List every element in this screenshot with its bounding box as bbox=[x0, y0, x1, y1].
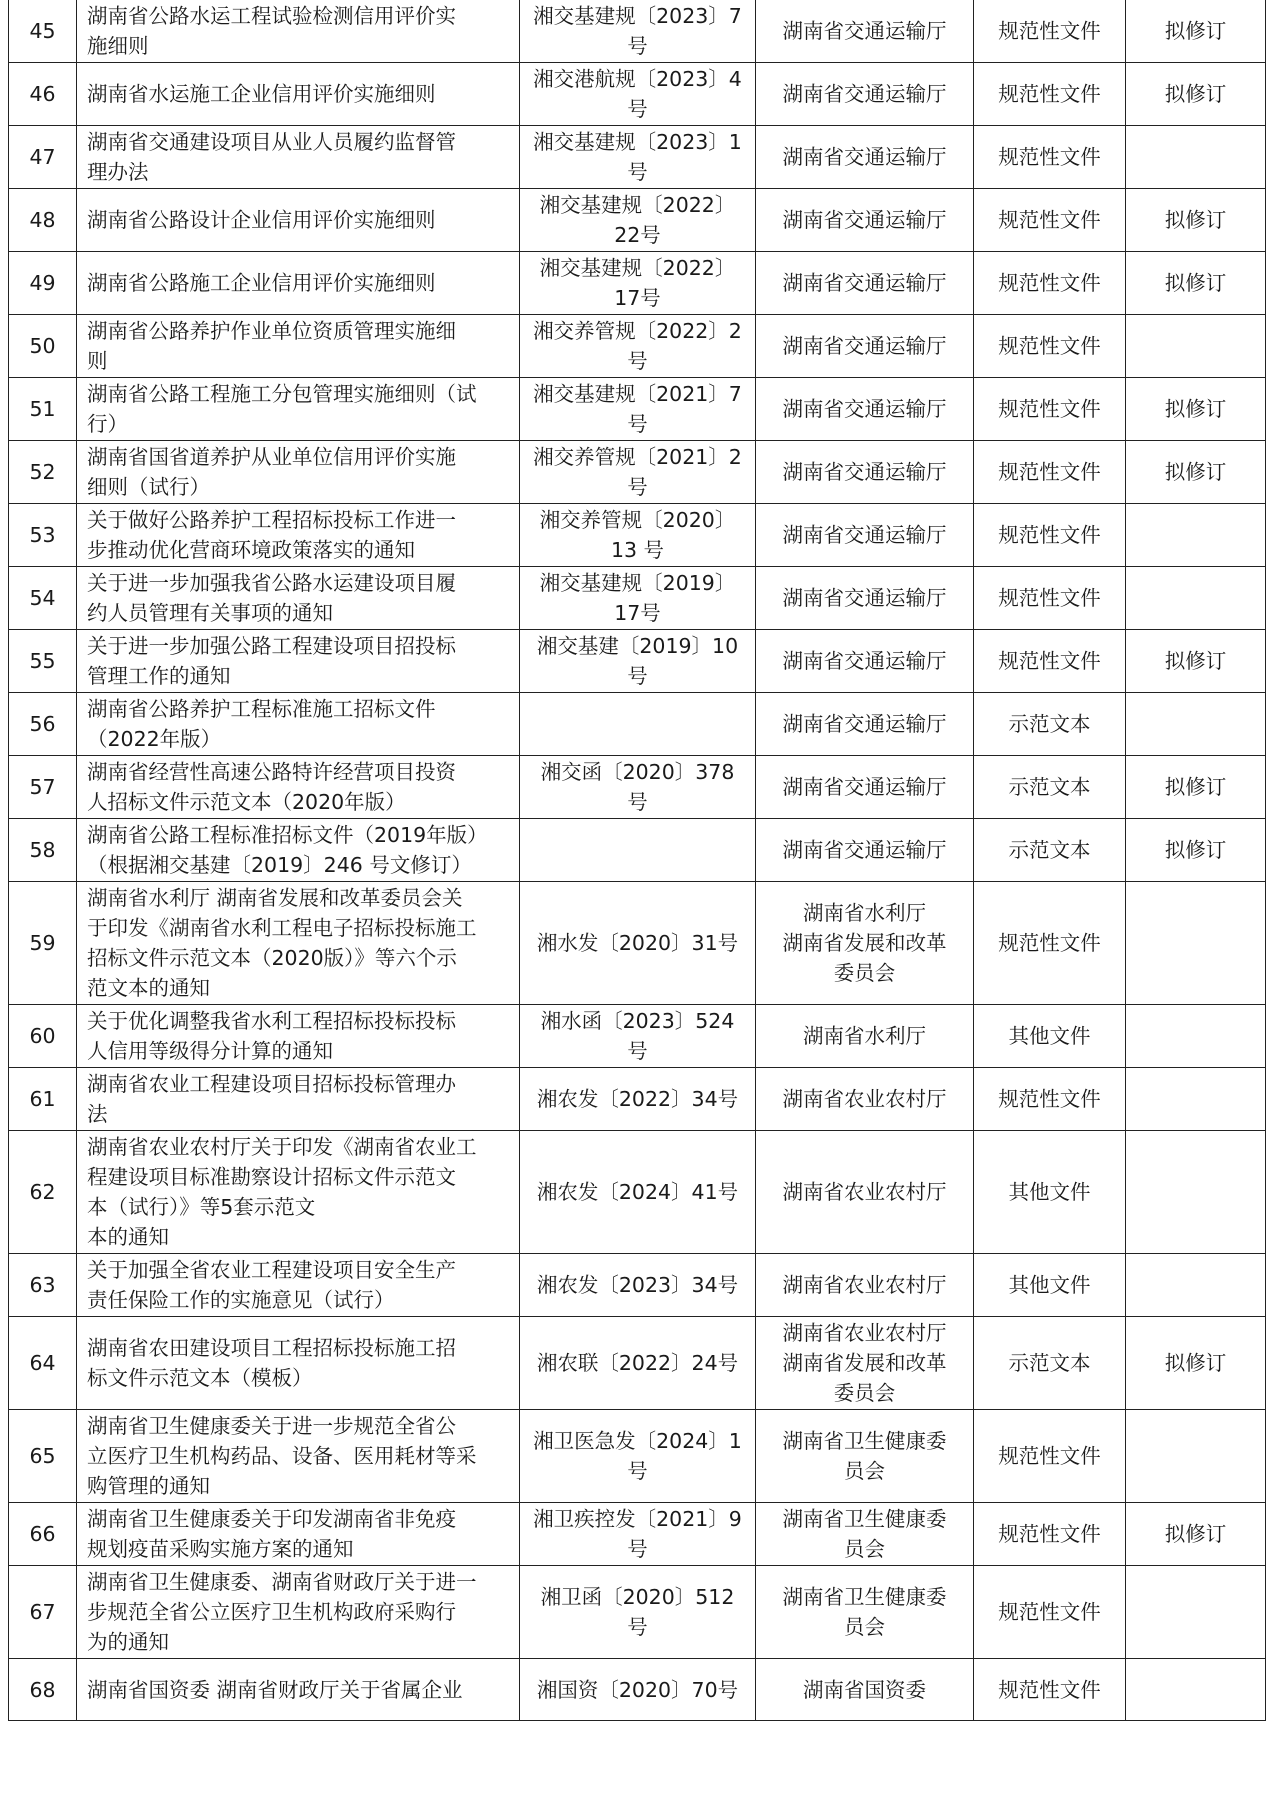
document-number: 湘农发〔2023〕34号 bbox=[536, 1273, 739, 1297]
row-number-cell bbox=[9, 1254, 77, 1317]
revision-status-cell bbox=[1126, 819, 1266, 882]
issuing-organization: 湖南省农业农村厅 bbox=[782, 1087, 947, 1111]
document-number-cell bbox=[520, 315, 756, 378]
document-title-cell bbox=[77, 882, 520, 1005]
table-row bbox=[9, 567, 1266, 630]
row-number: 54 bbox=[29, 586, 56, 610]
issuing-organization-cell bbox=[756, 1131, 974, 1254]
revision-status: 拟修订 bbox=[1164, 397, 1227, 421]
row-number: 50 bbox=[29, 334, 56, 358]
issuing-organization-cell bbox=[756, 1566, 974, 1659]
document-number: 湘交养管规〔2021〕2 号 bbox=[533, 445, 742, 499]
document-number-cell bbox=[520, 630, 756, 693]
document-type-cell bbox=[974, 1005, 1126, 1068]
table-row bbox=[9, 630, 1266, 693]
document-number: 湘水函〔2023〕524 号 bbox=[540, 1009, 735, 1063]
document-number-cell bbox=[520, 1068, 756, 1131]
document-number-cell bbox=[520, 1131, 756, 1254]
document-number: 湘国资〔2020〕70号 bbox=[536, 1677, 739, 1702]
table-row bbox=[9, 1254, 1266, 1317]
document-number: 湘卫医急发〔2024〕1 号 bbox=[533, 1429, 742, 1483]
document-title: 湖南省国省道养护从业单位信用评价实施 细则（试行） bbox=[87, 445, 456, 499]
row-number: 53 bbox=[29, 523, 56, 547]
row-number-cell bbox=[9, 693, 77, 756]
issuing-organization: 湖南省卫生健康委 员会 bbox=[782, 1507, 947, 1561]
row-number-cell bbox=[9, 756, 77, 819]
document-title-cell bbox=[77, 756, 520, 819]
document-type: 规范性文件 bbox=[998, 1444, 1101, 1468]
issuing-organization-cell bbox=[756, 567, 974, 630]
document-type-cell bbox=[974, 1068, 1126, 1131]
row-number: 51 bbox=[29, 397, 56, 421]
document-number-cell bbox=[520, 693, 756, 756]
issuing-organization: 湖南省交通运输厅 bbox=[782, 460, 947, 484]
document-type-cell bbox=[974, 126, 1126, 189]
table-row bbox=[9, 0, 1266, 63]
issuing-organization-cell bbox=[756, 1659, 974, 1721]
document-type-cell bbox=[974, 1254, 1126, 1317]
row-number: 48 bbox=[29, 208, 56, 232]
revision-status-cell bbox=[1126, 1659, 1266, 1721]
row-number-cell bbox=[9, 1410, 77, 1503]
document-number-cell bbox=[520, 504, 756, 567]
issuing-organization-cell bbox=[756, 1068, 974, 1131]
revision-status: 拟修订 bbox=[1164, 208, 1227, 232]
document-number-cell bbox=[520, 756, 756, 819]
issuing-organization: 湖南省卫生健康委 员会 bbox=[782, 1585, 947, 1639]
document-title-cell bbox=[77, 819, 520, 882]
document-type-cell bbox=[974, 1410, 1126, 1503]
table-row bbox=[9, 441, 1266, 504]
row-number-cell bbox=[9, 1005, 77, 1068]
document-number: 湘农发〔2022〕34号 bbox=[536, 1087, 739, 1111]
row-number-cell bbox=[9, 819, 77, 882]
document-title: 湖南省农业农村厅关于印发《湖南省农业工 程建设项目标准勘察设计招标文件示范文 本（试行）》等5套示范文 本的通知 bbox=[87, 1135, 477, 1249]
issuing-organization: 湖南省交通运输厅 bbox=[782, 208, 947, 232]
issuing-organization-cell bbox=[756, 819, 974, 882]
document-number: 湘交港航规〔2023〕4 号 bbox=[533, 67, 742, 121]
document-type-cell bbox=[974, 315, 1126, 378]
document-type: 规范性文件 bbox=[998, 460, 1101, 484]
document-type-cell bbox=[974, 756, 1126, 819]
document-title: 湖南省交通建设项目从业人员履约监督管 理办法 bbox=[87, 130, 456, 184]
row-number-cell bbox=[9, 189, 77, 252]
document-title: 湖南省公路工程标准招标文件（2019年版） （根据湘交基建〔2019〕246 号文修订） bbox=[87, 823, 488, 877]
revision-status-cell bbox=[1126, 567, 1266, 630]
table-row bbox=[9, 1566, 1266, 1659]
document-title-cell bbox=[77, 1317, 520, 1410]
issuing-organization: 湖南省交通运输厅 bbox=[782, 271, 947, 295]
issuing-organization-cell bbox=[756, 1503, 974, 1566]
revision-status-cell bbox=[1126, 126, 1266, 189]
table-row bbox=[9, 504, 1266, 567]
issuing-organization: 湖南省水利厅 bbox=[803, 1024, 926, 1048]
row-number-cell bbox=[9, 1659, 77, 1721]
document-title: 湖南省公路水运工程试验检测信用评价实 施细则 bbox=[87, 4, 456, 58]
document-number-cell bbox=[520, 63, 756, 126]
document-type-cell bbox=[974, 693, 1126, 756]
document-number-cell bbox=[520, 1659, 756, 1721]
document-title: 湖南省公路设计企业信用评价实施细则 bbox=[87, 208, 436, 232]
document-number-cell bbox=[520, 378, 756, 441]
issuing-organization-cell bbox=[756, 630, 974, 693]
row-number-cell bbox=[9, 1317, 77, 1410]
document-title-cell bbox=[77, 504, 520, 567]
table-row bbox=[9, 882, 1266, 1005]
table-row bbox=[9, 1410, 1266, 1503]
table-row bbox=[9, 693, 1266, 756]
document-title: 湖南省卫生健康委、湖南省财政厅关于进一 步规范全省公立医疗卫生机构政府采购行 为的通知 bbox=[87, 1570, 477, 1654]
document-type-cell bbox=[974, 441, 1126, 504]
issuing-organization: 湖南省交通运输厅 bbox=[782, 586, 947, 610]
document-type-cell bbox=[974, 252, 1126, 315]
document-number-cell bbox=[520, 882, 756, 1005]
document-title: 湖南省国资委 湖南省财政厅关于省属企业 bbox=[87, 1677, 463, 1702]
row-number-cell bbox=[9, 1131, 77, 1254]
issuing-organization-cell bbox=[756, 1410, 974, 1503]
document-number: 湘农联〔2022〕24号 bbox=[536, 1351, 739, 1375]
document-title: 关于进一步加强公路工程建设项目招投标 管理工作的通知 bbox=[87, 634, 456, 688]
issuing-organization-cell bbox=[756, 378, 974, 441]
revision-status: 拟修订 bbox=[1164, 82, 1227, 106]
document-number-cell bbox=[520, 441, 756, 504]
table-row bbox=[9, 252, 1266, 315]
document-number-cell bbox=[520, 189, 756, 252]
issuing-organization-cell bbox=[756, 1317, 974, 1410]
revision-status-cell bbox=[1126, 504, 1266, 567]
document-title: 关于加强全省农业工程建设项目安全生产 责任保险工作的实施意见（试行） bbox=[87, 1258, 456, 1312]
document-type: 规范性文件 bbox=[998, 1677, 1101, 1702]
revision-status-cell bbox=[1126, 756, 1266, 819]
issuing-organization: 湖南省农业农村厅 bbox=[782, 1180, 947, 1204]
revision-status-cell bbox=[1126, 315, 1266, 378]
document-type: 规范性文件 bbox=[998, 334, 1101, 358]
document-title-cell bbox=[77, 0, 520, 63]
document-title: 湖南省农业工程建设项目招标投标管理办 法 bbox=[87, 1072, 456, 1126]
document-number-cell bbox=[520, 567, 756, 630]
row-number-cell bbox=[9, 504, 77, 567]
issuing-organization-cell bbox=[756, 126, 974, 189]
document-type: 规范性文件 bbox=[998, 931, 1101, 955]
document-number: 湘农发〔2024〕41号 bbox=[536, 1180, 739, 1204]
document-number: 湘卫函〔2020〕512 号 bbox=[540, 1585, 735, 1639]
revision-status: 拟修订 bbox=[1164, 460, 1227, 484]
row-number: 66 bbox=[29, 1522, 56, 1546]
row-number-cell bbox=[9, 126, 77, 189]
document-type-cell bbox=[974, 63, 1126, 126]
issuing-organization: 湖南省农业农村厅 湖南省发展和改革 委员会 bbox=[782, 1321, 947, 1405]
revision-status-cell bbox=[1126, 1566, 1266, 1659]
issuing-organization: 湖南省交通运输厅 bbox=[782, 397, 947, 421]
document-title-cell bbox=[77, 1254, 520, 1317]
document-number: 湘交养管规〔2020〕 13 号 bbox=[539, 508, 736, 562]
document-number-cell bbox=[520, 126, 756, 189]
row-number: 68 bbox=[29, 1677, 56, 1702]
row-number: 61 bbox=[29, 1087, 56, 1111]
document-title: 湖南省卫生健康委关于印发湖南省非免疫 规划疫苗采购实施方案的通知 bbox=[87, 1507, 456, 1561]
row-number: 47 bbox=[29, 145, 56, 169]
issuing-organization: 湖南省交通运输厅 bbox=[782, 19, 947, 43]
revision-status-cell bbox=[1126, 1254, 1266, 1317]
document-title-cell bbox=[77, 378, 520, 441]
document-number-cell bbox=[520, 1317, 756, 1410]
document-number-cell bbox=[520, 1410, 756, 1503]
table-row bbox=[9, 1068, 1266, 1131]
document-title: 湖南省经营性高速公路特许经营项目投资 人招标文件示范文本（2020年版） bbox=[87, 760, 456, 814]
issuing-organization: 湖南省交通运输厅 bbox=[782, 838, 947, 862]
revision-status: 拟修订 bbox=[1164, 19, 1227, 43]
revision-status-cell bbox=[1126, 882, 1266, 1005]
revision-status-cell bbox=[1126, 378, 1266, 441]
table-row bbox=[9, 378, 1266, 441]
row-number: 60 bbox=[29, 1024, 56, 1048]
document-title: 湖南省卫生健康委关于进一步规范全省公 立医疗卫生机构药品、设备、医用耗材等采 购管理的通知 bbox=[87, 1414, 477, 1498]
issuing-organization-cell bbox=[756, 1254, 974, 1317]
row-number: 56 bbox=[29, 712, 56, 736]
row-number-cell bbox=[9, 1566, 77, 1659]
document-title-cell bbox=[77, 693, 520, 756]
document-number-cell bbox=[520, 252, 756, 315]
table-row bbox=[9, 819, 1266, 882]
document-type-cell bbox=[974, 819, 1126, 882]
document-number: 湘交基建规〔2021〕7 号 bbox=[533, 382, 742, 436]
revision-status: 拟修订 bbox=[1164, 649, 1227, 673]
document-type: 示范文本 bbox=[1008, 712, 1091, 736]
revision-status-cell bbox=[1126, 441, 1266, 504]
row-number: 57 bbox=[29, 775, 56, 799]
table-row bbox=[9, 126, 1266, 189]
document-number: 湘交函〔2020〕378 号 bbox=[540, 760, 735, 814]
row-number-cell bbox=[9, 441, 77, 504]
document-type-cell bbox=[974, 378, 1126, 441]
document-type: 规范性文件 bbox=[998, 208, 1101, 232]
revision-status-cell bbox=[1126, 1131, 1266, 1254]
row-number-cell bbox=[9, 63, 77, 126]
row-number: 58 bbox=[29, 838, 56, 862]
table-row bbox=[9, 1005, 1266, 1068]
revision-status: 拟修订 bbox=[1164, 271, 1227, 295]
document-type-cell bbox=[974, 504, 1126, 567]
document-title-cell bbox=[77, 1068, 520, 1131]
row-number-cell bbox=[9, 1068, 77, 1131]
document-type: 规范性文件 bbox=[998, 1522, 1101, 1546]
row-number-cell bbox=[9, 378, 77, 441]
document-type: 其他文件 bbox=[1008, 1273, 1091, 1297]
document-title: 湖南省农田建设项目工程招标投标施工招 标文件示范文本（模板） bbox=[87, 1336, 456, 1390]
revision-status-cell bbox=[1126, 0, 1266, 63]
row-number-cell bbox=[9, 567, 77, 630]
table-row bbox=[9, 189, 1266, 252]
revision-status-cell bbox=[1126, 1068, 1266, 1131]
row-number-cell bbox=[9, 1503, 77, 1566]
row-number: 45 bbox=[29, 19, 56, 43]
revision-status-cell bbox=[1126, 1503, 1266, 1566]
issuing-organization-cell bbox=[756, 252, 974, 315]
revision-status-cell bbox=[1126, 630, 1266, 693]
table-row bbox=[9, 1503, 1266, 1566]
row-number-cell bbox=[9, 252, 77, 315]
document-title-cell bbox=[77, 126, 520, 189]
document-number: 湘水发〔2020〕31号 bbox=[536, 931, 739, 955]
document-number-cell bbox=[520, 819, 756, 882]
document-table bbox=[8, 0, 1266, 1721]
document-number: 湘交基建规〔2022〕 22号 bbox=[539, 193, 736, 247]
issuing-organization-cell bbox=[756, 1005, 974, 1068]
issuing-organization-cell bbox=[756, 504, 974, 567]
row-number: 62 bbox=[29, 1180, 56, 1204]
document-title: 湖南省公路施工企业信用评价实施细则 bbox=[87, 271, 436, 295]
issuing-organization-cell bbox=[756, 441, 974, 504]
document-title-cell bbox=[77, 1659, 520, 1721]
row-number-cell bbox=[9, 882, 77, 1005]
row-number: 59 bbox=[29, 931, 56, 955]
revision-status: 拟修订 bbox=[1164, 838, 1227, 862]
table-row bbox=[9, 1317, 1266, 1410]
document-title: 关于做好公路养护工程招标投标工作进一 步推动优化营商环境政策落实的通知 bbox=[87, 508, 456, 562]
document-title-cell bbox=[77, 63, 520, 126]
row-number-cell bbox=[9, 630, 77, 693]
revision-status: 拟修订 bbox=[1164, 775, 1227, 799]
revision-status-cell bbox=[1126, 1317, 1266, 1410]
document-number-cell bbox=[520, 0, 756, 63]
document-number-cell bbox=[520, 1566, 756, 1659]
issuing-organization: 湖南省交通运输厅 bbox=[782, 82, 947, 106]
row-number-cell bbox=[9, 315, 77, 378]
document-type-cell bbox=[974, 189, 1126, 252]
row-number: 52 bbox=[29, 460, 56, 484]
revision-status-cell bbox=[1126, 1410, 1266, 1503]
row-number: 67 bbox=[29, 1600, 56, 1624]
revision-status: 拟修订 bbox=[1164, 1522, 1227, 1546]
issuing-organization: 湖南省交通运输厅 bbox=[782, 145, 947, 169]
document-type: 规范性文件 bbox=[998, 523, 1101, 547]
issuing-organization: 湖南省交通运输厅 bbox=[782, 712, 947, 736]
row-number-cell bbox=[9, 0, 77, 63]
revision-status-cell bbox=[1126, 252, 1266, 315]
issuing-organization: 湖南省交通运输厅 bbox=[782, 334, 947, 358]
document-title-cell bbox=[77, 630, 520, 693]
document-type-cell bbox=[974, 630, 1126, 693]
document-title-cell bbox=[77, 1503, 520, 1566]
issuing-organization-cell bbox=[756, 756, 974, 819]
issuing-organization: 湖南省农业农村厅 bbox=[782, 1273, 947, 1297]
revision-status-cell bbox=[1126, 189, 1266, 252]
document-title-cell bbox=[77, 1410, 520, 1503]
document-type: 规范性文件 bbox=[998, 19, 1101, 43]
row-number: 65 bbox=[29, 1444, 56, 1468]
document-type: 规范性文件 bbox=[998, 1087, 1101, 1111]
document-title: 湖南省公路养护作业单位资质管理实施细 则 bbox=[87, 319, 456, 373]
issuing-organization-cell bbox=[756, 693, 974, 756]
document-type: 规范性文件 bbox=[998, 145, 1101, 169]
document-title-cell bbox=[77, 1566, 520, 1659]
revision-status-cell bbox=[1126, 63, 1266, 126]
document-number-cell bbox=[520, 1503, 756, 1566]
issuing-organization: 湖南省国资委 bbox=[803, 1677, 926, 1702]
issuing-organization: 湖南省交通运输厅 bbox=[782, 775, 947, 799]
document-type-cell bbox=[974, 567, 1126, 630]
document-title-cell bbox=[77, 441, 520, 504]
document-number: 湘交基建规〔2022〕 17号 bbox=[539, 256, 736, 310]
row-number: 55 bbox=[29, 649, 56, 673]
document-type-cell bbox=[974, 1131, 1126, 1254]
document-type: 其他文件 bbox=[1008, 1024, 1091, 1048]
document-type: 规范性文件 bbox=[998, 649, 1101, 673]
document-title-cell bbox=[77, 1005, 520, 1068]
issuing-organization-cell bbox=[756, 315, 974, 378]
document-type-cell bbox=[974, 1317, 1126, 1410]
document-title: 湖南省水利厅 湖南省发展和改革委员会关 于印发《湖南省水利工程电子招标投标施工 招标文件示范文本（2020版）》等六个示 范文本的通知 bbox=[87, 886, 477, 1000]
document-title-cell bbox=[77, 189, 520, 252]
document-title-cell bbox=[77, 315, 520, 378]
revision-status-cell bbox=[1126, 1005, 1266, 1068]
document-number-cell bbox=[520, 1005, 756, 1068]
revision-status: 拟修订 bbox=[1164, 1351, 1227, 1375]
table-row bbox=[9, 1131, 1266, 1254]
document-number: 湘卫疾控发〔2021〕9 号 bbox=[533, 1507, 742, 1561]
document-title: 湖南省公路工程施工分包管理实施细则（试 行） bbox=[87, 382, 477, 436]
revision-status-cell bbox=[1126, 693, 1266, 756]
document-title: 湖南省公路养护工程标准施工招标文件 （2022年版） bbox=[87, 697, 436, 751]
issuing-organization: 湖南省水利厅 湖南省发展和改革 委员会 bbox=[782, 901, 947, 985]
issuing-organization: 湖南省卫生健康委 员会 bbox=[782, 1429, 947, 1483]
document-type: 其他文件 bbox=[1008, 1180, 1091, 1204]
document-type: 规范性文件 bbox=[998, 397, 1101, 421]
document-type: 示范文本 bbox=[1008, 775, 1091, 799]
document-type: 示范文本 bbox=[1008, 838, 1091, 862]
document-type: 规范性文件 bbox=[998, 586, 1101, 610]
document-type-cell bbox=[974, 1566, 1126, 1659]
document-type-cell bbox=[974, 882, 1126, 1005]
document-title: 关于进一步加强我省公路水运建设项目履 约人员管理有关事项的通知 bbox=[87, 571, 456, 625]
document-type-cell bbox=[974, 1659, 1126, 1721]
document-number: 湘交基建规〔2019〕 17号 bbox=[539, 571, 736, 625]
document-number: 湘交基建规〔2023〕1 号 bbox=[533, 130, 742, 184]
document-title-cell bbox=[77, 252, 520, 315]
issuing-organization-cell bbox=[756, 0, 974, 63]
table-row bbox=[9, 63, 1266, 126]
document-number: 湘交养管规〔2022〕2 号 bbox=[533, 319, 742, 373]
document-type: 规范性文件 bbox=[998, 1600, 1101, 1624]
document-type: 示范文本 bbox=[1008, 1351, 1091, 1375]
document-number: 湘交基建〔2019〕10 号 bbox=[536, 634, 739, 688]
document-number: 湘交基建规〔2023〕7 号 bbox=[533, 4, 742, 58]
issuing-organization: 湖南省交通运输厅 bbox=[782, 649, 947, 673]
issuing-organization: 湖南省交通运输厅 bbox=[782, 523, 947, 547]
row-number: 49 bbox=[29, 271, 56, 295]
table-row bbox=[9, 1659, 1266, 1721]
issuing-organization-cell bbox=[756, 882, 974, 1005]
table-row bbox=[9, 756, 1266, 819]
document-type-cell bbox=[974, 0, 1126, 63]
issuing-organization-cell bbox=[756, 63, 974, 126]
row-number: 63 bbox=[29, 1273, 56, 1297]
document-type: 规范性文件 bbox=[998, 82, 1101, 106]
document-title: 湖南省水运施工企业信用评价实施细则 bbox=[87, 82, 436, 106]
row-number: 46 bbox=[29, 82, 56, 106]
table-row bbox=[9, 315, 1266, 378]
document-number-cell bbox=[520, 1254, 756, 1317]
document-title-cell bbox=[77, 567, 520, 630]
row-number: 64 bbox=[29, 1351, 56, 1375]
document-type: 规范性文件 bbox=[998, 271, 1101, 295]
document-type-cell bbox=[974, 1503, 1126, 1566]
document-title: 关于优化调整我省水利工程招标投标投标 人信用等级得分计算的通知 bbox=[87, 1009, 456, 1063]
issuing-organization-cell bbox=[756, 189, 974, 252]
document-title-cell bbox=[77, 1131, 520, 1254]
